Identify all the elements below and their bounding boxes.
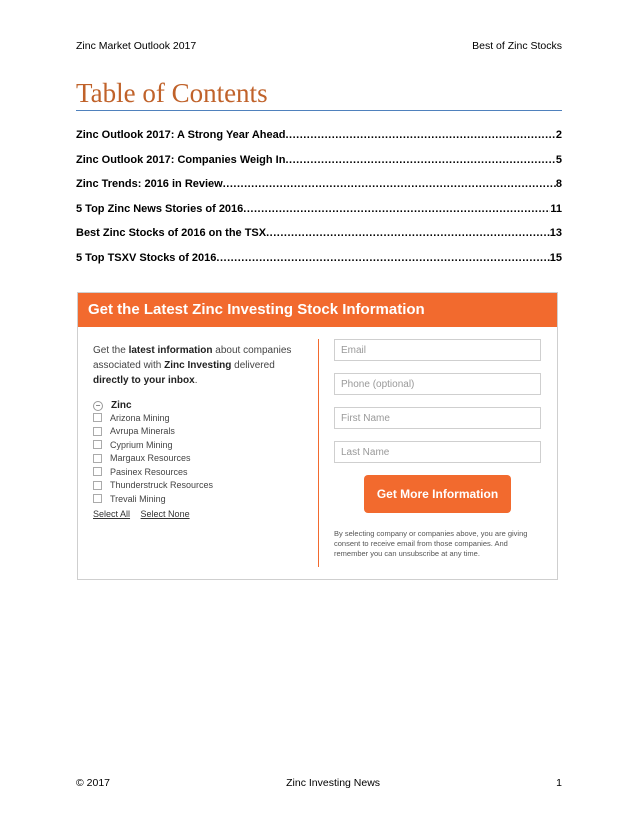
page-number: 1 — [556, 777, 562, 789]
get-more-information-button[interactable]: Get More Information — [364, 475, 511, 513]
toc-leader — [216, 252, 549, 264]
checkbox[interactable] — [93, 454, 102, 463]
signup-banner — [77, 292, 558, 580]
toc-entry[interactable] — [76, 227, 562, 252]
toc-title: Table of Contents — [76, 78, 268, 108]
group-label: Zinc — [111, 400, 132, 411]
footer-publisher: Zinc Investing News — [286, 777, 381, 789]
checkbox[interactable] — [93, 427, 102, 436]
signup-form — [334, 339, 544, 559]
toc-entry-text: Best Zinc Stocks of 2016 on the TSX — [76, 227, 267, 239]
company-option[interactable] — [93, 411, 313, 425]
toc-entry[interactable] — [76, 203, 562, 228]
toc-leader — [285, 129, 555, 141]
intro-text: . — [194, 375, 198, 386]
company-option[interactable] — [93, 492, 313, 506]
company-label: Trevali Mining — [110, 493, 166, 504]
company-label: Avrupa Minerals — [110, 426, 175, 437]
email-field[interactable]: Email — [334, 339, 541, 361]
selection-links — [93, 509, 313, 519]
toc-leader — [223, 178, 556, 190]
intro-bold: Zinc Investing — [164, 360, 232, 371]
checkbox[interactable] — [93, 467, 102, 476]
intro-text: Get the — [93, 345, 129, 356]
toc-entry-page: 15 — [549, 251, 562, 264]
checkbox[interactable] — [93, 481, 102, 490]
banner-intro — [93, 343, 313, 388]
select-none-link[interactable]: Select None — [140, 508, 190, 519]
toc-leader — [243, 203, 550, 215]
toc-entry-page: 8 — [555, 178, 562, 190]
toc-entry-text: 5 Top Zinc News Stories of 2016 — [76, 202, 244, 215]
intro-bold: latest information — [128, 345, 213, 356]
toc-entry[interactable] — [76, 154, 562, 179]
company-label: Cyprium Mining — [110, 439, 173, 450]
form-divider — [318, 339, 319, 567]
company-option[interactable] — [93, 452, 313, 466]
banner-heading: Get the Latest Zinc Investing Stock Information — [78, 293, 557, 327]
toc-entry[interactable] — [76, 252, 562, 277]
toc-leader — [285, 154, 555, 166]
toc-entry[interactable] — [76, 178, 562, 203]
toc-entry-page: 5 — [555, 153, 562, 166]
checkbox[interactable] — [93, 440, 102, 449]
company-label: Pasinex Resources — [110, 466, 188, 477]
header-right: Best of Zinc Stocks — [472, 40, 562, 52]
toc-title-rule — [76, 110, 562, 111]
toc-entry-text: Zinc Trends: 2016 in Review — [76, 178, 223, 190]
company-label: Arizona Mining — [110, 412, 170, 423]
toc-entry[interactable] — [76, 129, 562, 154]
last-name-field[interactable]: Last Name — [334, 441, 541, 463]
group-toggle[interactable] — [93, 400, 313, 411]
toc-leader — [266, 227, 550, 239]
toc-entry-page: 11 — [550, 202, 562, 215]
table-of-contents — [76, 129, 562, 276]
toc-entry-text: Zinc Outlook 2017: Companies Weigh In — [76, 153, 286, 166]
header-left: Zinc Market Outlook 2017 — [76, 40, 197, 52]
phone-field[interactable]: Phone (optional) — [334, 373, 541, 395]
toc-entry-text: 5 Top TSXV Stocks of 2016 — [76, 251, 217, 264]
company-option[interactable] — [93, 465, 313, 479]
company-selection — [93, 343, 313, 519]
consent-disclaimer: By selecting company or companies above, you are giving consent to receive email from those companies. And remember you can unsubscribe at any time. — [334, 529, 528, 558]
toc-entry-page: 2 — [555, 129, 562, 141]
toc-entry-text: Zinc Outlook 2017: A Strong Year Ahead — [76, 129, 286, 141]
intro-text: about companies associated with — [93, 345, 292, 371]
page-footer — [76, 777, 562, 789]
intro-text: delivered — [231, 360, 275, 371]
toc-entry-page: 13 — [549, 227, 562, 239]
intro-bold: directly to your inbox — [93, 375, 195, 386]
page-header — [76, 40, 562, 52]
checkbox[interactable] — [93, 494, 102, 503]
first-name-field[interactable]: First Name — [334, 407, 541, 429]
collapse-icon[interactable]: − — [93, 401, 103, 411]
company-label: Margaux Resources — [110, 453, 191, 464]
checkbox[interactable] — [93, 413, 102, 422]
footer-copyright: © 2017 — [76, 777, 111, 789]
select-all-link[interactable]: Select All — [93, 508, 131, 519]
company-option[interactable] — [93, 479, 313, 493]
company-option[interactable] — [93, 438, 313, 452]
company-option[interactable] — [93, 425, 313, 439]
company-label: Thunderstruck Resources — [110, 480, 214, 491]
